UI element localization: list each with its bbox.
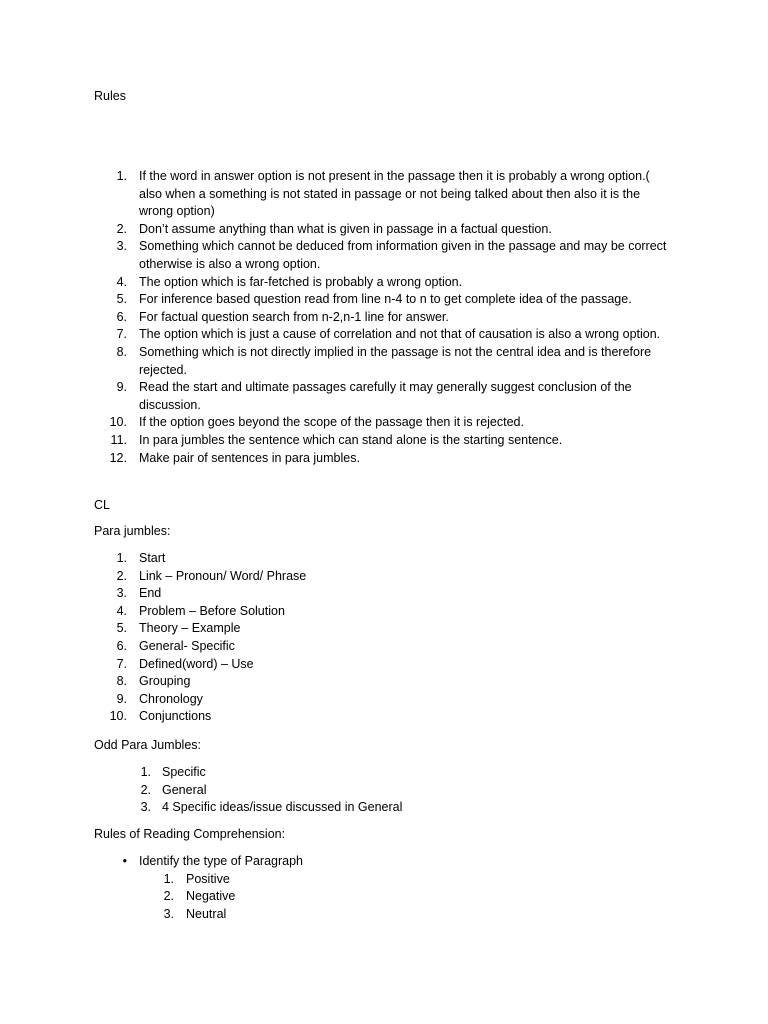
list-item [94, 782, 494, 800]
item-text: Link – Pronoun/ Word/ Phrase [139, 568, 307, 583]
item-number: 3. [116, 586, 127, 601]
section-heading-para-jumbles: Para jumbles: [94, 524, 171, 538]
list-item [94, 450, 674, 468]
item-text: Start [139, 551, 166, 565]
item-text: Something which is not directly implied in the passage is not the central idea and is therefore rejected. [139, 344, 652, 377]
item-number: 9. [116, 380, 127, 395]
item-text: General [162, 782, 207, 797]
item-text: Positive [186, 871, 230, 886]
item-number: 4. [116, 603, 127, 618]
rules-list [94, 168, 674, 467]
bullet-item [94, 853, 494, 871]
item-text: Neutral [186, 906, 227, 921]
item-number: 2. [163, 889, 174, 904]
item-text: If the option goes beyond the scope of the passage then it is rejected. [139, 415, 524, 430]
item-text: For factual question search from n-2,n-1 line for answer. [139, 309, 449, 324]
para-jumbles-list [94, 550, 494, 726]
section-heading-reading-comprehension: Rules of Reading Comprehension: [94, 827, 286, 841]
list-item [94, 638, 494, 656]
item-text: Defined(word) – Use [139, 656, 254, 671]
list-item [94, 673, 494, 691]
item-number: 5. [116, 621, 127, 636]
list-item [94, 691, 494, 709]
item-number: 2. [140, 782, 151, 797]
list-item [94, 906, 494, 924]
item-number: 10. [109, 415, 127, 430]
item-number: 12. [109, 450, 127, 465]
item-text: If the word in answer option is not present in the passage then it is probably a wrong option.( also when a something is not stated in passage or not being talked about then also it is the wrong option) [139, 169, 650, 219]
item-number: 1. [116, 169, 127, 183]
item-text: Specific [162, 765, 206, 779]
list-item [94, 344, 674, 379]
item-number: 10. [109, 709, 127, 724]
list-item [94, 764, 494, 782]
list-item [94, 309, 674, 327]
item-text: Problem – Before Solution [139, 603, 285, 618]
item-text: Chronology [139, 691, 203, 706]
list-item [94, 585, 494, 603]
list-item [94, 238, 674, 273]
item-number: 1. [116, 551, 127, 565]
list-item [94, 414, 674, 432]
item-text: The option which is far-fetched is probably a wrong option. [139, 274, 463, 289]
item-text: 4 Specific ideas/issue discussed in General [162, 800, 403, 815]
list-item [94, 432, 674, 450]
item-text: Grouping [139, 674, 191, 689]
item-text: Identify the type of Paragraph [139, 854, 303, 868]
list-item [94, 799, 494, 817]
list-item [94, 603, 494, 621]
item-number: 6. [116, 638, 127, 653]
item-text: Conjunctions [139, 709, 212, 724]
list-item [94, 168, 674, 221]
list-item [94, 221, 674, 239]
item-text: Negative [186, 889, 236, 904]
item-number: 7. [116, 656, 127, 671]
item-text: The option which is just a cause of correlation and not that of causation is also a wrong option. [139, 327, 661, 342]
item-text: Read the start and ultimate passages carefully it may generally suggest conclusion of the discussion. [139, 380, 632, 412]
section-heading-odd-para-jumbles: Odd Para Jumbles: [94, 738, 201, 752]
item-number: 3. [163, 906, 174, 921]
item-text: For inference based question read from line n-4 to n to get complete idea of the passage. [139, 292, 632, 307]
list-item [94, 656, 494, 674]
item-number: 11. [110, 432, 127, 447]
item-number: 1. [163, 871, 174, 886]
list-item [94, 326, 674, 344]
item-text: Theory – Example [139, 621, 241, 636]
page-title: Rules [94, 89, 126, 103]
list-item [94, 888, 494, 906]
item-text: End [139, 586, 162, 601]
item-number: 4. [116, 274, 127, 289]
list-item [94, 274, 674, 292]
list-item [94, 379, 674, 414]
item-number: 1. [140, 765, 151, 779]
item-number: 2. [116, 568, 127, 583]
reading-comprehension-list [94, 853, 494, 923]
item-number: 6. [116, 309, 127, 324]
item-number: 8. [116, 674, 127, 689]
item-number: 3. [116, 239, 127, 254]
item-text: Something which cannot be deduced from information given in the passage and may be correct otherwise is also a wrong option. [139, 239, 667, 271]
item-text: General- Specific [139, 638, 235, 653]
list-item [94, 291, 674, 309]
item-number: 9. [116, 691, 127, 706]
item-number: 5. [116, 292, 127, 307]
list-item [94, 708, 494, 726]
item-number: 7. [116, 327, 127, 342]
list-item [94, 871, 494, 889]
item-number: 2. [116, 221, 127, 236]
item-text: Don’t assume anything than what is given in passage in a factual question. [139, 221, 552, 236]
odd-para-jumbles-list [94, 764, 494, 817]
section-heading-cl: CL [94, 498, 110, 512]
item-text: Make pair of sentences in para jumbles. [139, 450, 360, 465]
list-item [94, 568, 494, 586]
item-text: In para jumbles the sentence which can stand alone is the starting sentence. [139, 432, 563, 447]
paragraph-type-list [94, 871, 494, 924]
item-number: 3. [140, 800, 151, 815]
item-number: 8. [116, 344, 127, 359]
list-item [94, 550, 494, 568]
bullet-icon: • [122, 854, 127, 868]
list-item [94, 620, 494, 638]
